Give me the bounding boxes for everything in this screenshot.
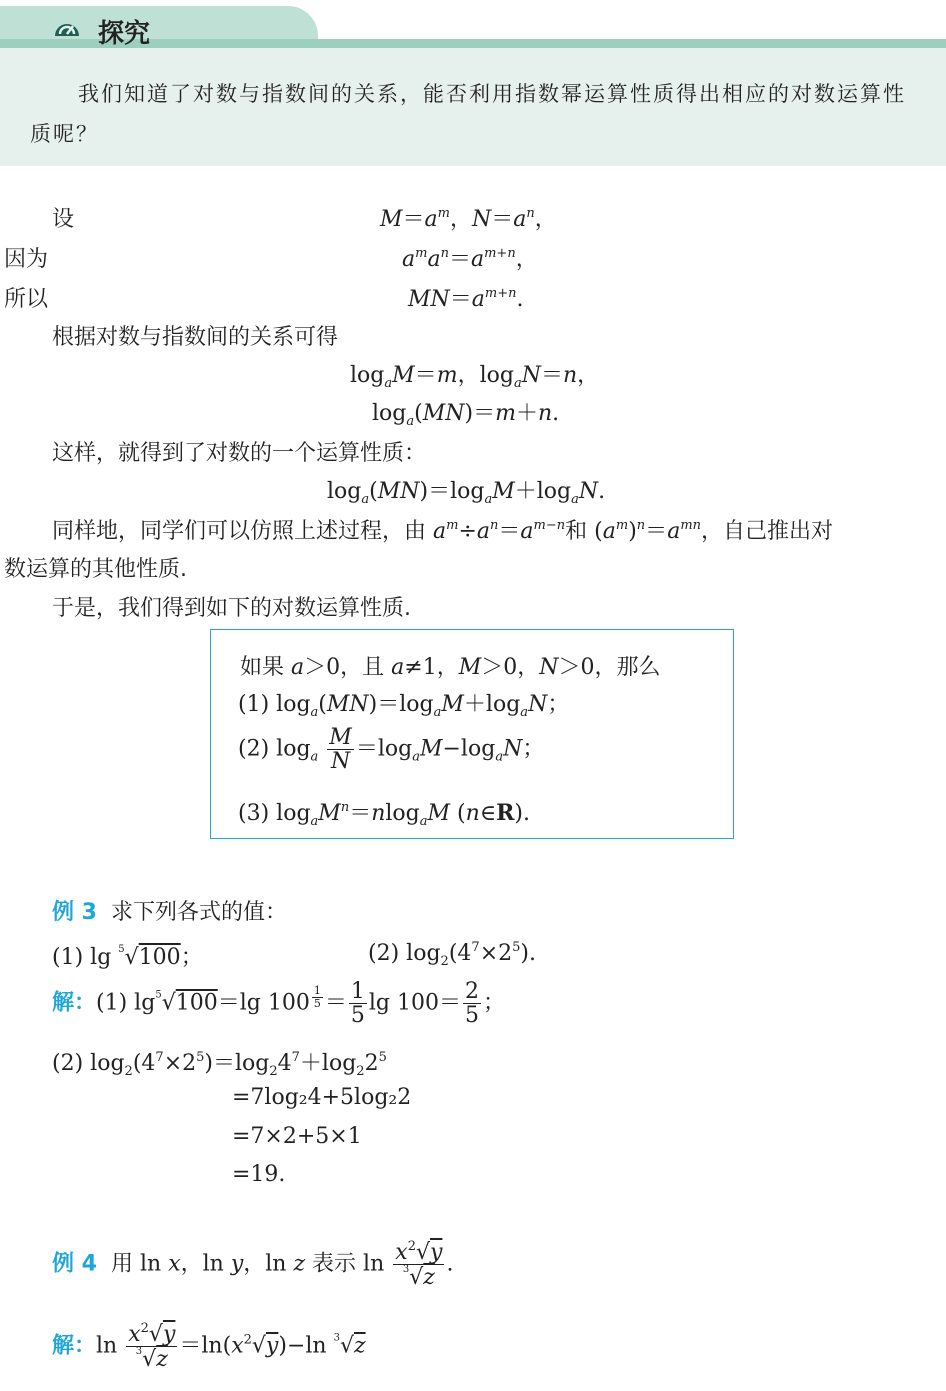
explore-text: 我们知道了对数与指数间的关系，能否利用指数幂运算性质得出相应的对数运算性质呢？ [30, 82, 906, 146]
formula-property: $\log_a(MN)=\log_aM+\log_aN$. [327, 479, 606, 507]
example3-step-1: =7log₂4+5log₂2 [232, 1085, 412, 1110]
example4-heading: 例 4 用 ln x，ln y，ln z 表示 ln $\frac{x^2√y}{^3√z}$ . [52, 1239, 454, 1291]
example3-solution-2: (2) $\log_2(4^7\times 2^5)=\log_24^7+\log_22^5$ [52, 1050, 387, 1079]
example3-heading: 例 3 求下列各式的值： [52, 900, 287, 925]
formula-set: $M=a^m$，$N=a^n$， [380, 206, 557, 232]
box-condition: 如果 a＞0，且 a≠1，M＞0，N＞0，那么 [240, 655, 661, 680]
set-label: 设 [52, 207, 75, 232]
conclusion-text: 于是，我们得到如下的对数运算性质. [52, 596, 411, 621]
property-intro: 这样，就得到了对数的一个运算性质： [52, 441, 427, 466]
example3-step-3: =19. [232, 1162, 286, 1187]
example4-solution: 解：ln $\frac{x^2√y}{^3√z}$ $=\ln(x^2√y)-\ln$ $^3$√z [52, 1321, 366, 1373]
box-item-2: (2) $\log_a$ $\frac{M}{N}$ $=\log_aM-\log_aN$； [238, 725, 545, 775]
so-label: 所以 [4, 287, 49, 312]
similar-paragraph-cont: 数运算的其他性质. [4, 557, 187, 582]
explore-title: 探究 [98, 19, 151, 49]
explore-dial-icon [52, 14, 82, 40]
formula-log-product: $\log_a(MN)=m+n$. [372, 401, 560, 429]
box-item-1: (1) $\log_a(MN)=\log_aM+\log_aN$； [238, 692, 570, 720]
similar-paragraph: 同样地，同学们可以仿照上述过程，由 $a^m\div a^n=a^{m-n}$和 $(a^m)^n=a^{mn}$，自己推出对 [52, 518, 834, 544]
example3-question-1: (1) lg $^5$√100； [52, 944, 203, 970]
example3-step-2: =7×2+5×1 [232, 1124, 362, 1149]
formula-because: $a^ma^n=a^{m+n}$， [402, 246, 538, 272]
example3-solution-1: 解：(1) $\lg^5√100=\lg$ 100 $^{\frac{1}{5}}$ ＝ $\frac{1}{5}$ lg 100＝ $\frac{2}{5}$ ； [52, 979, 505, 1029]
box-item-3: (3) $\log_aM^n=nlog_aM$ (n∈R). [238, 800, 530, 829]
because-label: 因为 [4, 247, 49, 272]
example3-question-2: (2) $\log_2(4^7\times 2^5)$. [368, 940, 536, 969]
formula-so: $MN=a^{m+n}$. [408, 286, 524, 312]
formula-log-mn: $\log_aM=m$，$\log_aN=n$， [350, 363, 600, 391]
relation-intro: 根据对数与指数间的关系可得 [52, 325, 339, 350]
